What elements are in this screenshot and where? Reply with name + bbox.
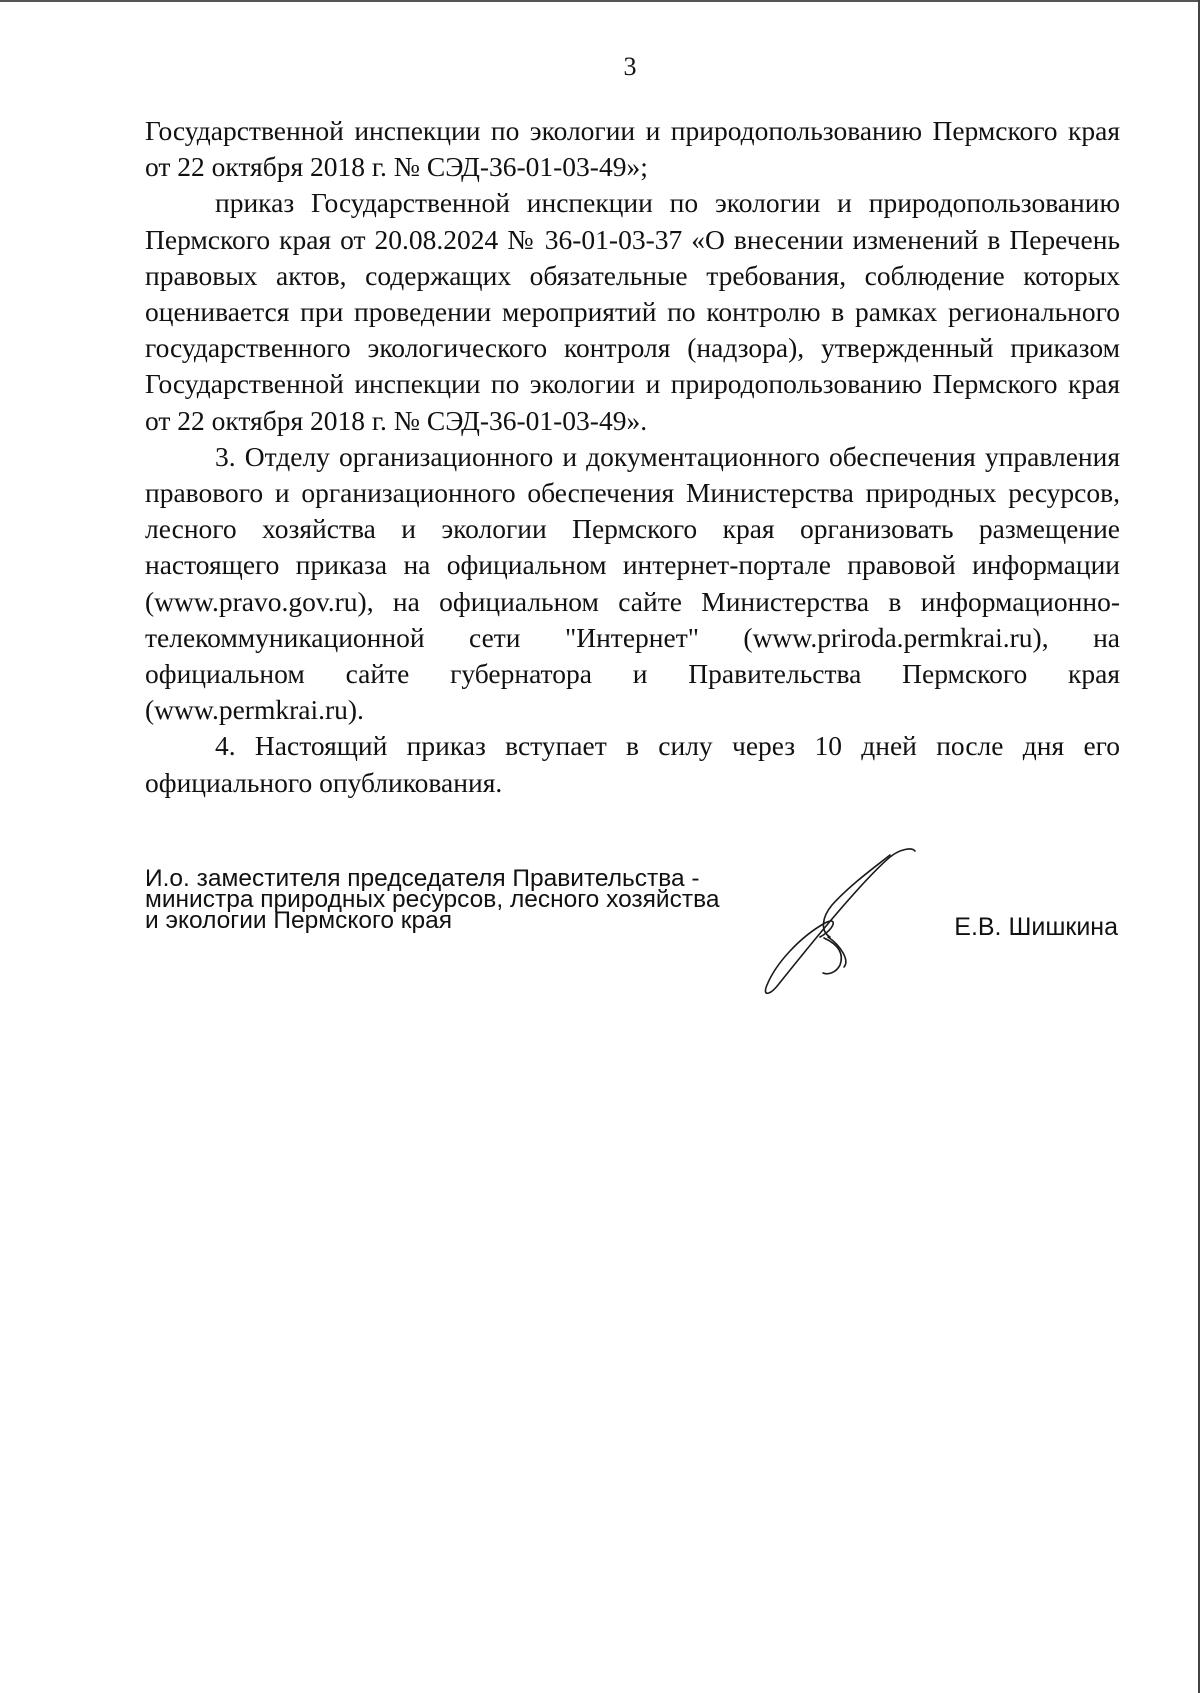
paragraph-item-3: 3. Отделу организационного и документационного обеспечения управления правового и организационного обеспечения Министерства природных ресурсов, лесного хозяйства и экологии Пермского края организовать размещение настоящего приказа на официальном интернет-портале правовой информации (www.pravo.gov.ru), на официальном сайте Министерства в информационно-телекоммуникационной сети "Интернет" (www.priroda.permkrai.ru), на официальном сайте губернатора и Правительства Пермского края (www.permkrai.ru). bbox=[145, 440, 1120, 726]
scan-edge-top bbox=[0, 0, 1200, 2]
signatory-position-line-2: министра природных ресурсов, лесного хозяйства bbox=[145, 886, 720, 913]
signatory-position bbox=[145, 865, 720, 934]
signatory-name: Е.В. Шишкина bbox=[954, 913, 1118, 941]
handwritten-signature bbox=[740, 845, 925, 1000]
page-number: 3 bbox=[623, 52, 637, 81]
paragraph-continuation: Государственной инспекции по экологии и природопользованию Пермского края от 22 октября 2018 г. № СЭД-36-01-03-49»; bbox=[145, 115, 1120, 183]
document-body bbox=[145, 113, 1120, 801]
paragraph-item-4: 4. Настоящий приказ вступает в силу через 10 дней после дня его официального опубликования. bbox=[145, 730, 1120, 798]
paragraph-order-2024: приказ Государственной инспекции по экологии и природопользованию Пермского края от 20.08.2024 № 36-01-03-37 «О внесении изменений в Перечень правовых актов, содержащих обязательные требования, соблюдение которых оценивается при проведении мероприятий по контролю в рамках регионального государственного экологического контроля (надзора), утвержденный приказом Государственной инспекции по экологии и природопользованию Пермского края от 22 октября 2018 г. № СЭД-36-01-03-49». bbox=[145, 187, 1120, 436]
signatory-position-line-1: И.о. заместителя председателя Правительства - bbox=[145, 865, 700, 892]
signatory-position-line-3: и экологии Пермского края bbox=[145, 907, 453, 934]
